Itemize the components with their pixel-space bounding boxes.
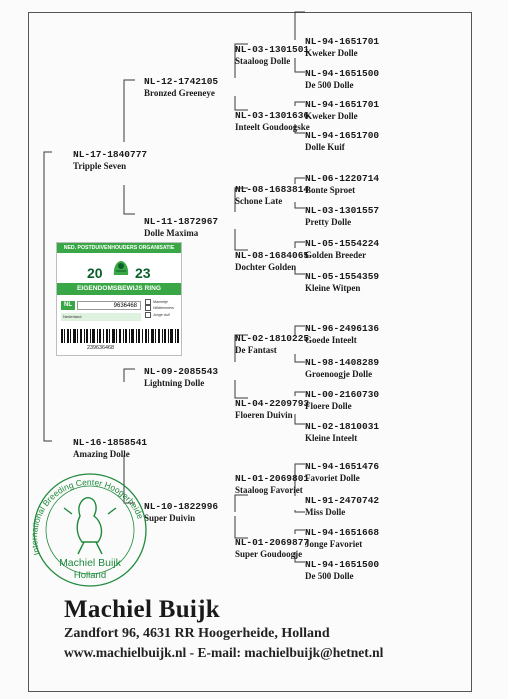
ring-number: NL-17-1840777 bbox=[73, 149, 148, 160]
bird-name: Miss Dolle bbox=[305, 507, 346, 517]
certificate-title bbox=[57, 283, 181, 295]
bird-name: Goede Inteelt bbox=[305, 335, 357, 345]
ring-number: NL-94-1651476 bbox=[305, 461, 380, 472]
great-grandparent-2 bbox=[305, 68, 379, 91]
ring-number: NL-02-1810031 bbox=[305, 421, 380, 432]
footer bbox=[64, 596, 484, 661]
certificate-title-main: EIGENDOMSBEWIJS bbox=[77, 285, 143, 292]
certificate-year-right: 23 bbox=[135, 265, 151, 281]
great-grandparent-7 bbox=[305, 238, 379, 261]
bird-name: Super Duivin bbox=[144, 513, 196, 523]
bird-name: Bonte Sproet bbox=[305, 185, 356, 195]
great-grandparent-9 bbox=[305, 323, 379, 346]
contact-separator: - bbox=[186, 645, 198, 660]
check-item bbox=[145, 312, 181, 318]
certificate-checkboxes bbox=[145, 299, 181, 318]
bird-name: Kweker Dolle bbox=[305, 111, 358, 121]
bird-name: Tripple Seven bbox=[73, 161, 127, 171]
great-grandparent-11 bbox=[305, 389, 379, 412]
ring-number: NL-00-2160730 bbox=[305, 389, 380, 400]
bird-name: Bronzed Greeneye bbox=[144, 88, 215, 98]
breeder-name: Machiel Buijk bbox=[64, 596, 220, 623]
ring-number: NL-94-1651500 bbox=[305, 68, 380, 79]
grandparent-1 bbox=[235, 44, 309, 67]
bird-name: Floere Dolle bbox=[305, 401, 352, 411]
country-code: NL bbox=[61, 301, 75, 310]
parent-2 bbox=[144, 216, 218, 239]
bird-name: Favoriet Dolle bbox=[305, 473, 360, 483]
ring-number: NL-94-1651500 bbox=[305, 559, 380, 570]
great-grandparent-1 bbox=[305, 36, 379, 59]
great-grandparent-3 bbox=[305, 99, 379, 122]
contact-line bbox=[64, 645, 484, 661]
great-grandparent-13 bbox=[305, 461, 379, 484]
ring-number: NL-05-1554359 bbox=[305, 271, 380, 282]
bird-name: Kweker Dolle bbox=[305, 48, 358, 58]
ring-number: NL-01-2069877 bbox=[235, 537, 310, 548]
stamp-name: Machiel Buijk bbox=[59, 557, 121, 569]
great-grandparent-16 bbox=[305, 559, 379, 582]
ring-number: NL-03-1301557 bbox=[305, 205, 380, 216]
ring-number: NL-01-2069801 bbox=[235, 473, 310, 484]
certificate-title-suffix: RING bbox=[144, 285, 161, 292]
certificate-ring-number: 9636468 bbox=[77, 301, 141, 310]
checkbox-icon bbox=[145, 299, 151, 305]
great-grandparent-6 bbox=[305, 205, 379, 228]
ring-number: NL-06-1220714 bbox=[305, 173, 380, 184]
ring-number: NL-11-1872967 bbox=[144, 216, 219, 227]
certificate-year-left: 20 bbox=[87, 265, 103, 281]
bird-name: Pretty Dolle bbox=[305, 217, 352, 227]
grandparent-5 bbox=[235, 333, 309, 356]
bird-name: Staaloog Dolle bbox=[235, 56, 291, 66]
bird-name: Groenoogje Dolle bbox=[305, 369, 373, 379]
bird-name: Kleine Witpen bbox=[305, 283, 361, 293]
website-link[interactable]: www.machielbuijk.nl bbox=[64, 645, 187, 660]
bird-name: Schone Late bbox=[235, 196, 283, 206]
ring-number: NL-96-2496136 bbox=[305, 323, 380, 334]
stamp-arc-text: International Breeding Center Hoogerheide bbox=[29, 477, 146, 557]
check-label: Mannetje bbox=[153, 300, 168, 304]
great-grandparent-14 bbox=[305, 495, 379, 518]
email-link[interactable]: machielbuijk@hetnet.nl bbox=[244, 645, 384, 660]
bird-name: De Fantast bbox=[235, 345, 277, 355]
parent-1 bbox=[144, 76, 218, 99]
certificate-organisation: NED. POSTDUIVENHOUDERS ORGANISATIE bbox=[57, 243, 181, 253]
ring-number: NL-94-1651701 bbox=[305, 99, 380, 110]
grandparent-3 bbox=[235, 184, 309, 207]
ring-number: NL-16-1858541 bbox=[73, 437, 148, 448]
ring-number: NL-08-1684065 bbox=[235, 250, 310, 261]
ring-number: NL-08-1683814 bbox=[235, 184, 310, 195]
bird-name: Kleine Inteelt bbox=[305, 433, 358, 443]
bird-name: Dolle Kuif bbox=[305, 142, 345, 152]
grandparent-8 bbox=[235, 537, 309, 560]
great-grandparent-15 bbox=[305, 527, 379, 550]
bird-name: Lightning Dolle bbox=[144, 378, 205, 388]
great-grandparent-4 bbox=[305, 130, 379, 153]
ring-number: NL-03-1301636 bbox=[235, 110, 310, 121]
bird-name: Dolle Maxima bbox=[144, 228, 199, 238]
bird-name: De 500 Dolle bbox=[305, 571, 354, 581]
check-label: Wildtemmers bbox=[153, 306, 174, 311]
ring-number: NL-03-1301501 bbox=[235, 44, 310, 55]
great-grandparent-8 bbox=[305, 271, 379, 294]
bird-name: Jonge Favoriet bbox=[305, 539, 363, 549]
ring-number: NL-91-2470742 bbox=[305, 495, 380, 506]
ring-number: NL-04-2209793 bbox=[235, 398, 310, 409]
great-grandparent-10 bbox=[305, 357, 379, 380]
great-grandparent-5 bbox=[305, 173, 379, 196]
grandparent-4 bbox=[235, 250, 309, 273]
ring-number: NL-12-1742105 bbox=[144, 76, 219, 87]
pigeon-emblem-icon bbox=[111, 257, 131, 279]
stamp-country: Holland bbox=[73, 570, 107, 581]
checkbox-icon bbox=[145, 312, 151, 318]
ring-number: NL-10-1822996 bbox=[144, 501, 219, 512]
ring-number: NL-94-1651701 bbox=[305, 36, 380, 47]
certificate-region: Nederland bbox=[61, 313, 141, 321]
barcode-icon bbox=[61, 329, 179, 343]
checkbox-icon bbox=[145, 305, 151, 311]
ring-number: NL-98-1408289 bbox=[305, 357, 380, 368]
bird-name: Inteelt Goudoogske bbox=[235, 122, 310, 132]
bird-name: Super Goudoogje bbox=[235, 549, 303, 559]
grandparent-7 bbox=[235, 473, 309, 496]
bird-name: Staaloog Favoriet bbox=[235, 485, 303, 495]
breeder-address: Zandfort 96, 4631 RR Hoogerheide, Holland bbox=[64, 626, 330, 641]
bird-name: Golden Breeder bbox=[305, 250, 367, 260]
great-grandparent-12 bbox=[305, 421, 379, 444]
grandparent-6 bbox=[235, 398, 309, 421]
ring-number: NL-09-2085543 bbox=[144, 366, 219, 377]
bird-name: Floeren Duivin bbox=[235, 410, 293, 420]
email-label: E-mail: bbox=[197, 645, 245, 660]
ownership-certificate bbox=[56, 242, 182, 356]
bird-name: Amazing Dolle bbox=[73, 449, 130, 459]
barcode-number: 239636468 bbox=[87, 345, 114, 351]
pigeon-stamp-icon bbox=[64, 498, 116, 554]
bird-sire bbox=[73, 149, 147, 172]
ring-number: NL-02-1810225 bbox=[235, 333, 310, 344]
bird-name: De 500 Dolle bbox=[305, 80, 354, 90]
check-label: Jonge duif bbox=[153, 312, 170, 317]
ring-number: NL-94-1651668 bbox=[305, 527, 380, 538]
breeding-center-stamp bbox=[18, 456, 158, 606]
grandparent-2 bbox=[235, 110, 310, 133]
parent-3 bbox=[144, 366, 218, 389]
bird-name: Dochter Golden bbox=[235, 262, 297, 272]
ring-number: NL-05-1554224 bbox=[305, 238, 380, 249]
ring-number: NL-94-1651700 bbox=[305, 130, 380, 141]
